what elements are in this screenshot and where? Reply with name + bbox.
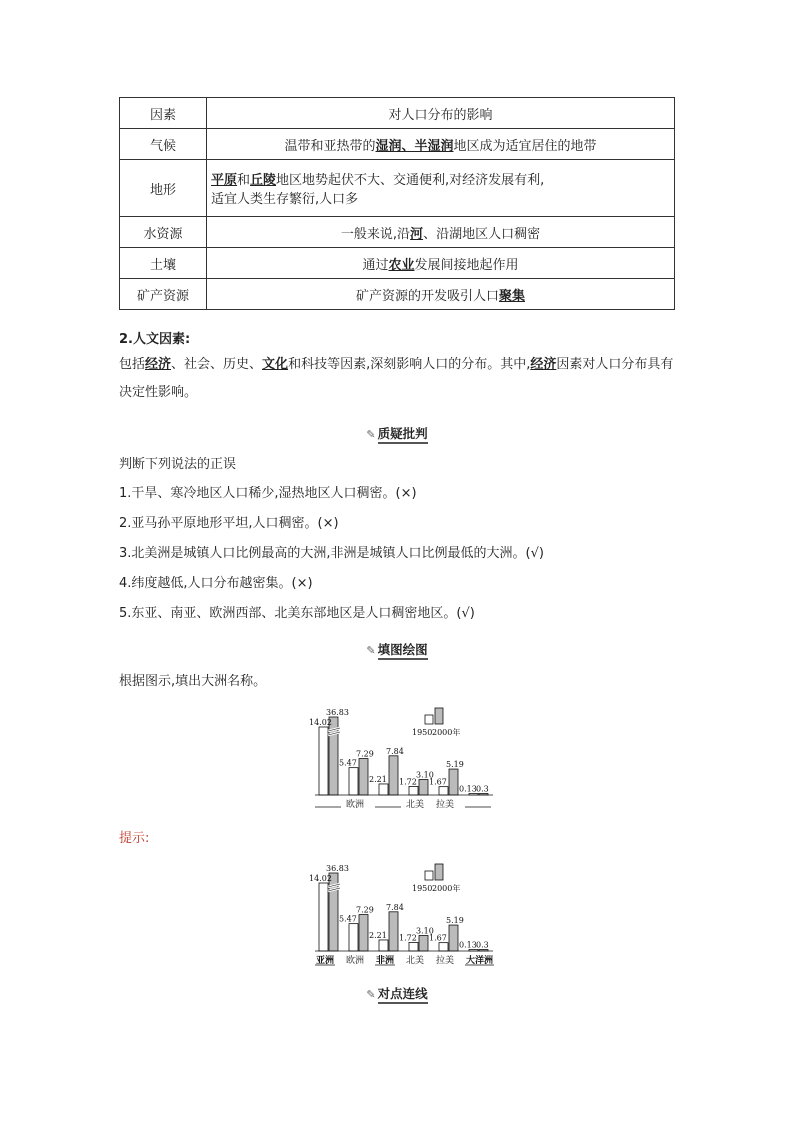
- data-label-2000: 7.84: [386, 902, 404, 912]
- influence-cell: [207, 160, 675, 217]
- data-label-1950: 2.21: [369, 774, 387, 784]
- answer-keyword: 经济: [530, 357, 557, 372]
- text-fragment: 包括: [119, 357, 146, 372]
- influence-cell: [207, 129, 675, 160]
- category-label: 北美: [406, 956, 425, 966]
- influence-cell: [207, 217, 675, 248]
- legend-label-1950: 1950: [412, 728, 433, 737]
- bar-1950: [439, 787, 448, 795]
- text-fragment: 因素对人口分布具有决定性影响。: [119, 357, 674, 400]
- category-label: 亚洲: [316, 956, 335, 966]
- legend-swatch-2000: [435, 864, 443, 880]
- answer-keyword: 文化: [262, 357, 289, 372]
- data-label-1950: 2.21: [369, 930, 387, 940]
- table-header-cell: 对人口分布的影响: [207, 98, 675, 129]
- bar-2000: [419, 936, 428, 952]
- statement-item: 3.北美洲是城镇人口比例最高的大洲,非洲是城镇人口比例最低的大洲。(√): [119, 546, 544, 561]
- answer-keyword: 河: [410, 226, 424, 242]
- population-chart-answer: [305, 856, 495, 971]
- hint-label: 提示:: [119, 831, 150, 846]
- text-fragment: 通过: [362, 257, 389, 273]
- text-fragment: 矿产资源的开发吸引人口: [355, 288, 499, 304]
- data-label-1950: 1.67: [429, 777, 447, 787]
- answer-keyword: 平原: [211, 173, 238, 188]
- bar-2000: [389, 756, 398, 795]
- table-row: [120, 248, 675, 279]
- statement-item: 1.干旱、寒冷地区人口稀少,湿热地区人口稠密。(×): [119, 486, 417, 501]
- legend-swatch-2000: [435, 708, 443, 724]
- statement-item: 4.纬度越低,人口分布越密集。(×): [119, 576, 313, 591]
- human-factors-text: [119, 351, 679, 407]
- data-label-1950: 5.47: [339, 758, 357, 768]
- table-row: [120, 160, 675, 217]
- data-label-1950: 0.13: [459, 940, 477, 950]
- factor-table: [119, 97, 675, 310]
- section-judge: ✎ 质疑批判: [0, 424, 794, 442]
- legend-label-2000: 2000年: [432, 728, 461, 737]
- pen-icon: ✎: [366, 644, 376, 657]
- statement-item: 5.东亚、南亚、欧洲西部、北美东部地区是人口稠密地区。(√): [119, 606, 475, 621]
- data-label-1950: 1.72: [399, 777, 417, 787]
- text-fragment: 和: [237, 173, 251, 188]
- data-label-2000: 7.29: [356, 749, 374, 759]
- data-label-2000: 7.84: [386, 746, 404, 756]
- legend-swatch-1950: [425, 871, 433, 880]
- text-fragment: 地区地势起伏不大、交通便利,对经济发展有利,: [276, 173, 545, 188]
- statement-item: 2.亚马孙平原地形平坦,人口稠密。(×): [119, 516, 339, 531]
- text-fragment: 、沿湖地区人口稠密: [423, 226, 541, 242]
- judge-intro: 判断下列说法的正误: [119, 457, 237, 472]
- answer-keyword: 丘陵: [250, 173, 277, 188]
- bar-1950: [319, 727, 328, 795]
- table-row: [120, 217, 675, 248]
- influence-cell: [207, 279, 675, 310]
- answer-keyword: 聚集: [499, 288, 526, 304]
- legend-label-2000: 2000年: [432, 884, 461, 893]
- text-fragment: 适宜人类生存繁衍,人口多: [211, 192, 359, 207]
- factor-cell: 气候: [120, 129, 207, 160]
- data-label-1950: 1.72: [399, 933, 417, 943]
- table-header-row: [120, 98, 675, 129]
- factor-cell: 水资源: [120, 217, 207, 248]
- factor-cell: 矿产资源: [120, 279, 207, 310]
- text-fragment: 温带和亚热带的: [284, 138, 376, 154]
- table-row: [120, 129, 675, 160]
- section-fill: ✎ 填图绘图: [0, 640, 794, 658]
- influence-cell: [207, 248, 675, 279]
- data-label-2000: 0.3: [476, 784, 489, 794]
- answer-keyword: 经济: [145, 357, 172, 372]
- data-label-2000: 36.83: [326, 864, 349, 873]
- legend-swatch-1950: [425, 715, 433, 724]
- answer-keyword: 农业: [388, 257, 415, 273]
- category-label: 欧洲: [346, 800, 365, 810]
- bar-1950: [349, 768, 358, 795]
- fill-intro: 根据图示,填出大洲名称。: [119, 674, 267, 689]
- category-label: 欧洲: [346, 956, 365, 966]
- section-match: ✎ 对点连线: [0, 984, 794, 1002]
- legend-label-1950: 1950: [412, 884, 433, 893]
- data-label-1950: 1.67: [429, 933, 447, 943]
- category-label: 大洋洲: [466, 956, 494, 966]
- factor-cell: 土壤: [120, 248, 207, 279]
- category-label: 非洲: [376, 956, 395, 966]
- pen-icon: ✎: [366, 428, 376, 441]
- bar-1950: [439, 943, 448, 951]
- data-label-2000: 7.29: [356, 905, 374, 915]
- data-label-1950: 14.02: [309, 874, 332, 883]
- data-label-2000: 5.19: [446, 760, 464, 770]
- data-label-2000: 36.83: [326, 708, 349, 717]
- text-fragment: 地区成为适宜居住的地带: [453, 138, 597, 154]
- data-label-2000: 0.3: [476, 940, 489, 950]
- human-factors-title: 2.人文因素:: [119, 332, 191, 347]
- bar-2000: [449, 769, 458, 795]
- bar-2000: [359, 915, 368, 951]
- bar-2000: [419, 780, 428, 796]
- table-row: [120, 279, 675, 310]
- pen-icon: ✎: [366, 988, 376, 1001]
- bar-1950: [409, 942, 418, 951]
- data-label-1950: 5.47: [339, 914, 357, 924]
- bar-1950: [379, 784, 388, 795]
- bar-1950: [409, 786, 418, 795]
- text-fragment: 发展间接地起作用: [414, 257, 519, 273]
- data-label-1950: 0.13: [459, 784, 477, 794]
- table-header-cell: 因素: [120, 98, 207, 129]
- text-fragment: 和科技等因素,深刻影响人口的分布。其中,: [288, 357, 531, 372]
- data-label-2000: 3.10: [416, 770, 434, 780]
- text-fragment: 、社会、历史、: [171, 357, 263, 372]
- text-fragment: 一般来说,沿: [340, 226, 411, 242]
- data-label-2000: 5.19: [446, 916, 464, 926]
- bar-1950: [319, 883, 328, 951]
- category-label: 北美: [406, 800, 425, 810]
- bar-2000: [449, 925, 458, 951]
- category-label: 拉美: [436, 800, 455, 810]
- category-label: 拉美: [436, 956, 455, 966]
- answer-keyword: 湿润、半湿润: [375, 138, 454, 154]
- factor-cell: 地形: [120, 160, 207, 217]
- bar-1950: [379, 940, 388, 951]
- data-label-2000: 3.10: [416, 926, 434, 936]
- data-label-1950: 14.02: [309, 718, 332, 727]
- bar-1950: [349, 924, 358, 951]
- bar-2000: [389, 912, 398, 951]
- population-chart-blank: [305, 700, 495, 815]
- bar-2000: [359, 759, 368, 795]
